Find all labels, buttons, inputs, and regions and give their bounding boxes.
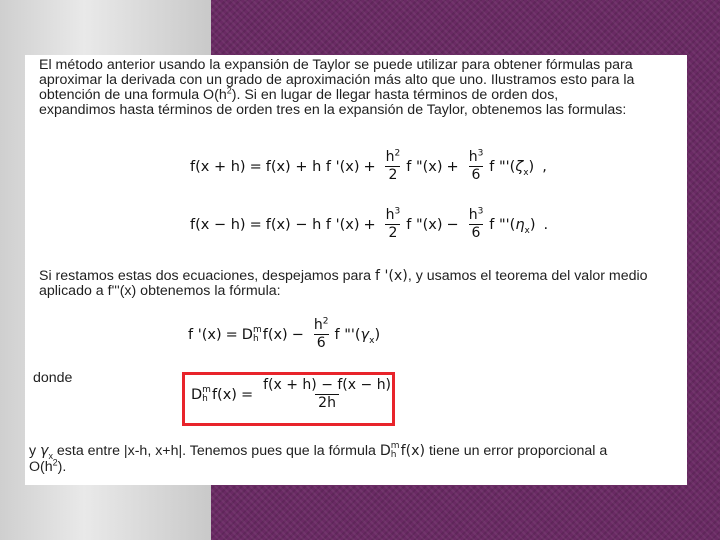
subtraction-line-1-pre: Si restamos estas dos ecuaciones, despejamos para bbox=[39, 268, 375, 284]
eq1-fraction-2 bbox=[466, 149, 487, 184]
eq1-plus-2: + bbox=[446, 158, 459, 175]
intro-line-3-post: ). Si en lugar de llegar hasta términos de orden dos, bbox=[231, 87, 559, 103]
eq2-frac1-den: 2 bbox=[385, 224, 400, 242]
conclusion-D-arg: f(x) bbox=[400, 443, 426, 459]
eq2-minus: − bbox=[446, 216, 459, 233]
eq1-term3 bbox=[489, 158, 535, 178]
eq2-term3 bbox=[489, 216, 536, 236]
conclusion-line-1-pre: y bbox=[29, 443, 41, 459]
eq1-lhs: f(x + h) bbox=[190, 158, 246, 175]
eq4-denominator: 2h bbox=[315, 394, 339, 412]
conclusion-line-2-pre: O(h bbox=[29, 459, 53, 475]
conclusion-paragraph bbox=[29, 442, 679, 475]
eq1-zeta-symbol: ζ bbox=[515, 158, 524, 175]
conclusion-D-indices bbox=[391, 442, 400, 460]
conclusion-gamma-sub: x bbox=[48, 450, 53, 461]
eq1-term3-pre: f "'( bbox=[489, 158, 516, 175]
conclusion-D: D bbox=[379, 443, 391, 459]
eq2-frac2-den: 6 bbox=[469, 224, 484, 242]
subtraction-line-1-post: , y usamos el teorema del valor medio bbox=[407, 268, 648, 284]
eq3-term3-post: ) bbox=[374, 326, 381, 343]
intro-line-4: expandimos hasta términos de orden tres en la expansión de Taylor, obtenemos las formulas: bbox=[39, 102, 627, 118]
conclusion-line-2 bbox=[29, 457, 679, 475]
eq2-eta-sub: x bbox=[524, 225, 530, 236]
eq4-D: D bbox=[191, 386, 203, 403]
eq1-frac1-den: 2 bbox=[385, 166, 400, 184]
eq1-frac2-exp: 3 bbox=[477, 148, 484, 159]
conclusion-gamma-symbol: γ bbox=[40, 443, 49, 459]
eq3-gamma-symbol: γ bbox=[360, 326, 370, 343]
eq3-D: D bbox=[241, 326, 253, 343]
eq3-term3 bbox=[334, 326, 381, 346]
donde-label: donde bbox=[33, 370, 73, 386]
eq2-term1: f(x) − h f '(x) bbox=[265, 216, 360, 233]
highlighted-formula-box bbox=[182, 372, 395, 426]
taylor-forward-equation bbox=[190, 149, 547, 184]
conclusion-line-1 bbox=[29, 442, 679, 460]
eq3-term3-pre: f "'( bbox=[334, 326, 361, 343]
eq2-eta-symbol: η bbox=[515, 216, 525, 233]
eq3-equals: = bbox=[225, 326, 238, 343]
eq2-frac2-exp: 3 bbox=[477, 206, 484, 217]
intro-line-3 bbox=[39, 85, 674, 103]
intro-line-3-pre: obtención de una formula O(h bbox=[39, 87, 227, 103]
eq4-D-sub: h bbox=[202, 393, 208, 404]
intro-line-2: aproximar la derivada con un grado de aproximación más alto que uno. Ilustramos esto para la bbox=[39, 72, 635, 88]
conclusion-line-1-mid: esta entre |x-h, x+h|. Tenemos pues que la fórmula bbox=[52, 443, 380, 459]
eq4-numerator: f(x + h) − f(x − h) bbox=[263, 377, 392, 393]
eq3-frac-den: 6 bbox=[314, 334, 329, 352]
slide-content-image bbox=[25, 55, 687, 485]
eq2-term2: f "(x) bbox=[406, 216, 443, 233]
eq4-fraction bbox=[260, 377, 394, 412]
eq3-minus: − bbox=[291, 326, 304, 343]
eq3-gamma-sub: x bbox=[369, 335, 375, 346]
conclusion-line-1-post: tiene un error proporcional a bbox=[425, 443, 608, 459]
eq3-lhs: f '(x) bbox=[188, 326, 222, 343]
subtraction-line-1 bbox=[39, 269, 674, 284]
eq4-D-indices bbox=[202, 386, 211, 404]
central-difference-definition bbox=[191, 377, 397, 412]
eq2-tail: . bbox=[543, 216, 549, 233]
central-difference-result-equation bbox=[188, 317, 380, 352]
eq1-term1: f(x) + h f '(x) bbox=[265, 158, 360, 175]
eq2-fraction-2 bbox=[466, 207, 487, 242]
subtraction-line-2: aplicado a f'''(x) obtenemos la fórmula: bbox=[39, 283, 281, 299]
intro-line-3-exponent: 2 bbox=[226, 85, 232, 96]
eq2-frac1-exp: 3 bbox=[394, 206, 401, 217]
eq3-D-arg: f(x) bbox=[262, 326, 288, 343]
eq1-plus-1: + bbox=[363, 158, 376, 175]
eq1-zeta-sub: x bbox=[523, 167, 529, 178]
eq4-D-arg: f(x) bbox=[211, 386, 237, 403]
eq1-equals: = bbox=[249, 158, 262, 175]
conclusion-line-2-exponent: 2 bbox=[52, 457, 58, 468]
eq2-fraction-1 bbox=[383, 207, 404, 242]
eq3-frac-exp: 2 bbox=[322, 316, 329, 327]
conclusion-line-2-post: ). bbox=[57, 459, 67, 475]
eq2-term3-pre: f "'( bbox=[489, 216, 516, 233]
eq3-fraction bbox=[311, 317, 332, 352]
eq1-term2: f "(x) bbox=[406, 158, 443, 175]
conclusion-D-sup: m bbox=[390, 441, 400, 451]
conclusion-operator bbox=[380, 443, 425, 459]
eq3-D-sub: h bbox=[252, 333, 259, 344]
eq2-frac1-base: h bbox=[385, 207, 395, 223]
subtraction-paragraph bbox=[39, 269, 674, 299]
intro-paragraph bbox=[39, 58, 674, 118]
eq1-fraction-1 bbox=[383, 149, 404, 184]
eq3-D-indices bbox=[253, 326, 262, 344]
conclusion-D-sub: h bbox=[390, 450, 397, 460]
eq3-frac-base: h bbox=[313, 317, 323, 333]
eq2-term3-post: ) bbox=[529, 216, 536, 233]
eq1-tail: , bbox=[542, 158, 547, 175]
eq2-lhs: f(x − h) bbox=[190, 216, 246, 233]
eq1-frac1-exp: 2 bbox=[394, 148, 401, 159]
eq2-frac2-base: h bbox=[468, 207, 478, 223]
taylor-backward-equation bbox=[190, 207, 548, 242]
subtraction-line-1-derivative: f '(x) bbox=[374, 268, 408, 284]
eq3-D-sup: m bbox=[252, 324, 262, 335]
eq2-plus: + bbox=[363, 216, 376, 233]
intro-line-1: El método anterior usando la expansión de Taylor se puede utilizar para obtener fórmulas para bbox=[39, 57, 633, 73]
eq4-equals: = bbox=[240, 386, 254, 403]
eq1-frac2-base: h bbox=[468, 149, 478, 165]
eq1-frac1-base: h bbox=[385, 149, 395, 165]
eq2-equals: = bbox=[249, 216, 262, 233]
eq4-D-sup: m bbox=[202, 384, 211, 395]
eq1-frac2-den: 6 bbox=[469, 166, 484, 184]
eq1-term3-post: ) bbox=[528, 158, 535, 175]
